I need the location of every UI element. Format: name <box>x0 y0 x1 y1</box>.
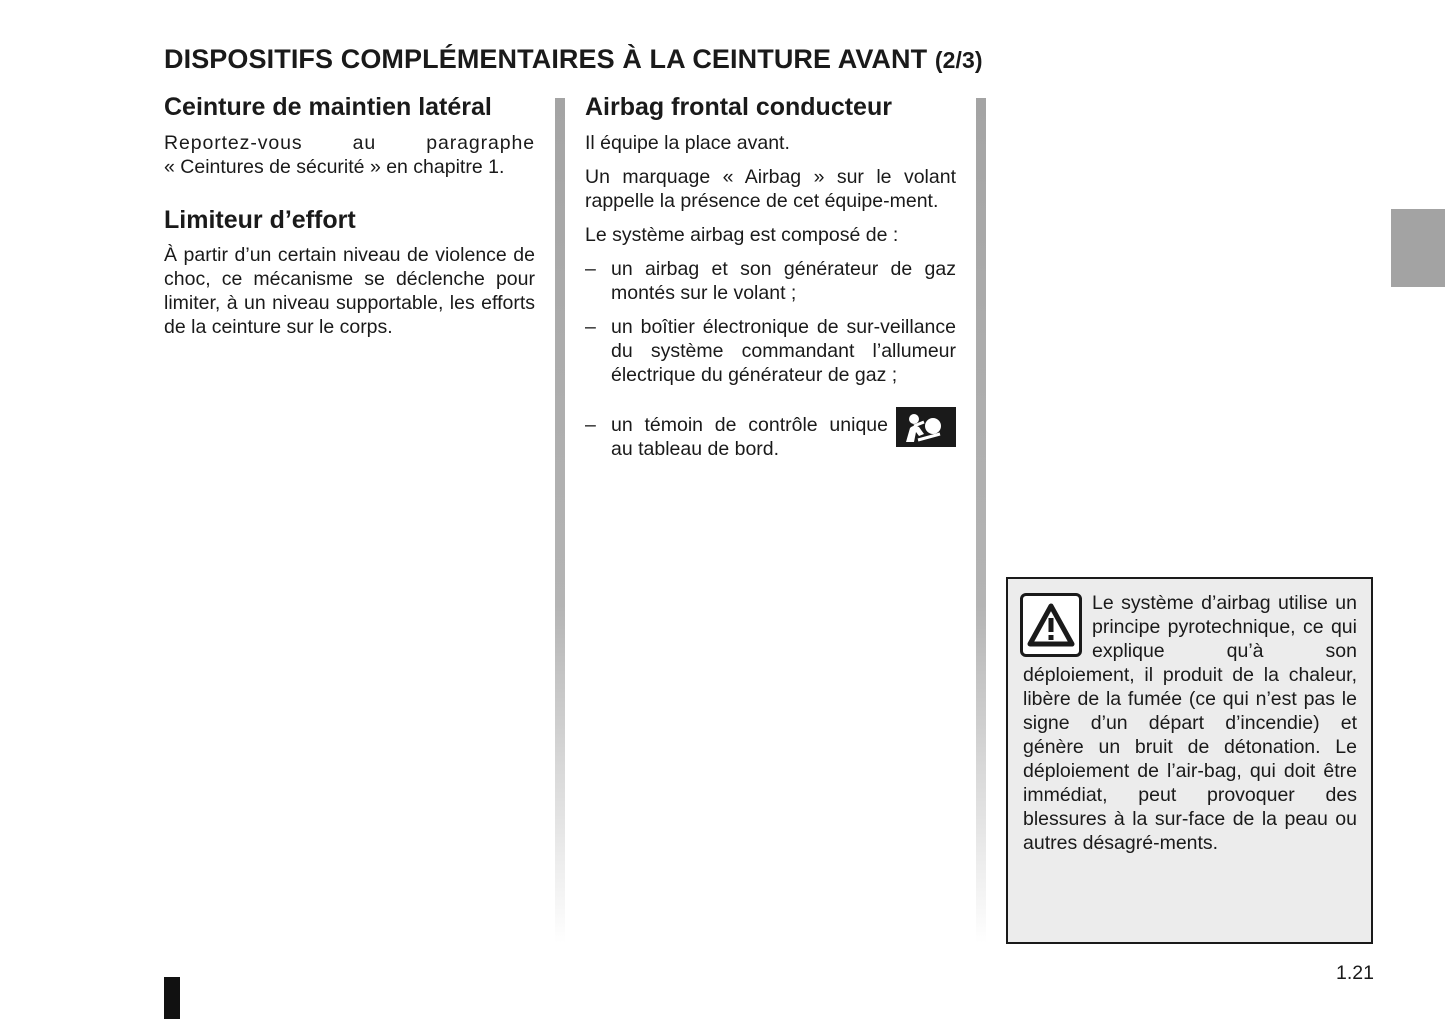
indicator-item-text: un témoin de contrôle unique au tableau de bord. <box>611 414 888 460</box>
airbag-warning-light-icon <box>896 407 956 447</box>
section-heading-driver-airbag: Airbag frontal conducteur <box>585 93 892 121</box>
page-title <box>164 44 983 75</box>
lateral-belt-line2: « Ceintures de sécurité » en chapitre 1. <box>164 156 505 178</box>
corner-mark <box>164 977 180 1019</box>
list-item <box>585 413 956 461</box>
page-title-suffix: (2/3) <box>934 47 983 73</box>
page-number: 1.21 <box>1336 962 1374 984</box>
lateral-belt-line1: Reportez-vous au paragraphe <box>164 132 535 154</box>
warning-triangle-icon <box>1020 593 1082 657</box>
middle-column <box>585 92 956 461</box>
section-heading-lateral-belt: Ceinture de maintien latéral <box>164 93 492 121</box>
column-divider-right <box>976 98 986 943</box>
column-divider-left <box>555 98 565 943</box>
chapter-thumb-tab <box>1391 209 1445 287</box>
airbag-paragraph-2: Un marquage « Airbag » sur le volant rappelle la présence de cet équipe-ment. <box>585 166 956 212</box>
left-column <box>164 92 535 339</box>
section-heading-force-limiter: Limiteur d’effort <box>164 206 356 234</box>
list-item: – un boîtier électronique de sur-veillance du système commandant l’allumeur électrique du générateur de gaz ; <box>585 315 956 387</box>
warning-box <box>1006 577 1373 944</box>
section-text-lateral-belt <box>164 131 535 179</box>
list-item: – un airbag et son générateur de gaz montés sur le volant ; <box>585 257 956 305</box>
warning-text: Le système d’airbag utilise un principe pyrotechnique, ce qui explique qu’à son déploiement, il produit de la chaleur, libère de la fumée (ce qui n’est pas le signe d’un départ d’incendie) et génère un bruit de détonation. Le déploiement de l’air-bag, qui doit être immédiat, peut provoquer des blessures à la sur-face de la peau ou autres désagré-ments. <box>1023 592 1357 854</box>
airbag-components-list <box>585 257 956 461</box>
section-text-force-limiter: À partir d’un certain niveau de violence de choc, ce mécanisme se déclenche pour limiter, à un niveau supportable, les efforts de la ceinture sur le corps. <box>164 244 535 338</box>
airbag-paragraph-3: Le système airbag est composé de : <box>585 224 899 246</box>
airbag-paragraph-1: Il équipe la place avant. <box>585 132 790 154</box>
page-title-text: DISPOSITIFS COMPLÉMENTAIRES À LA CEINTURE AVANT <box>164 44 928 74</box>
